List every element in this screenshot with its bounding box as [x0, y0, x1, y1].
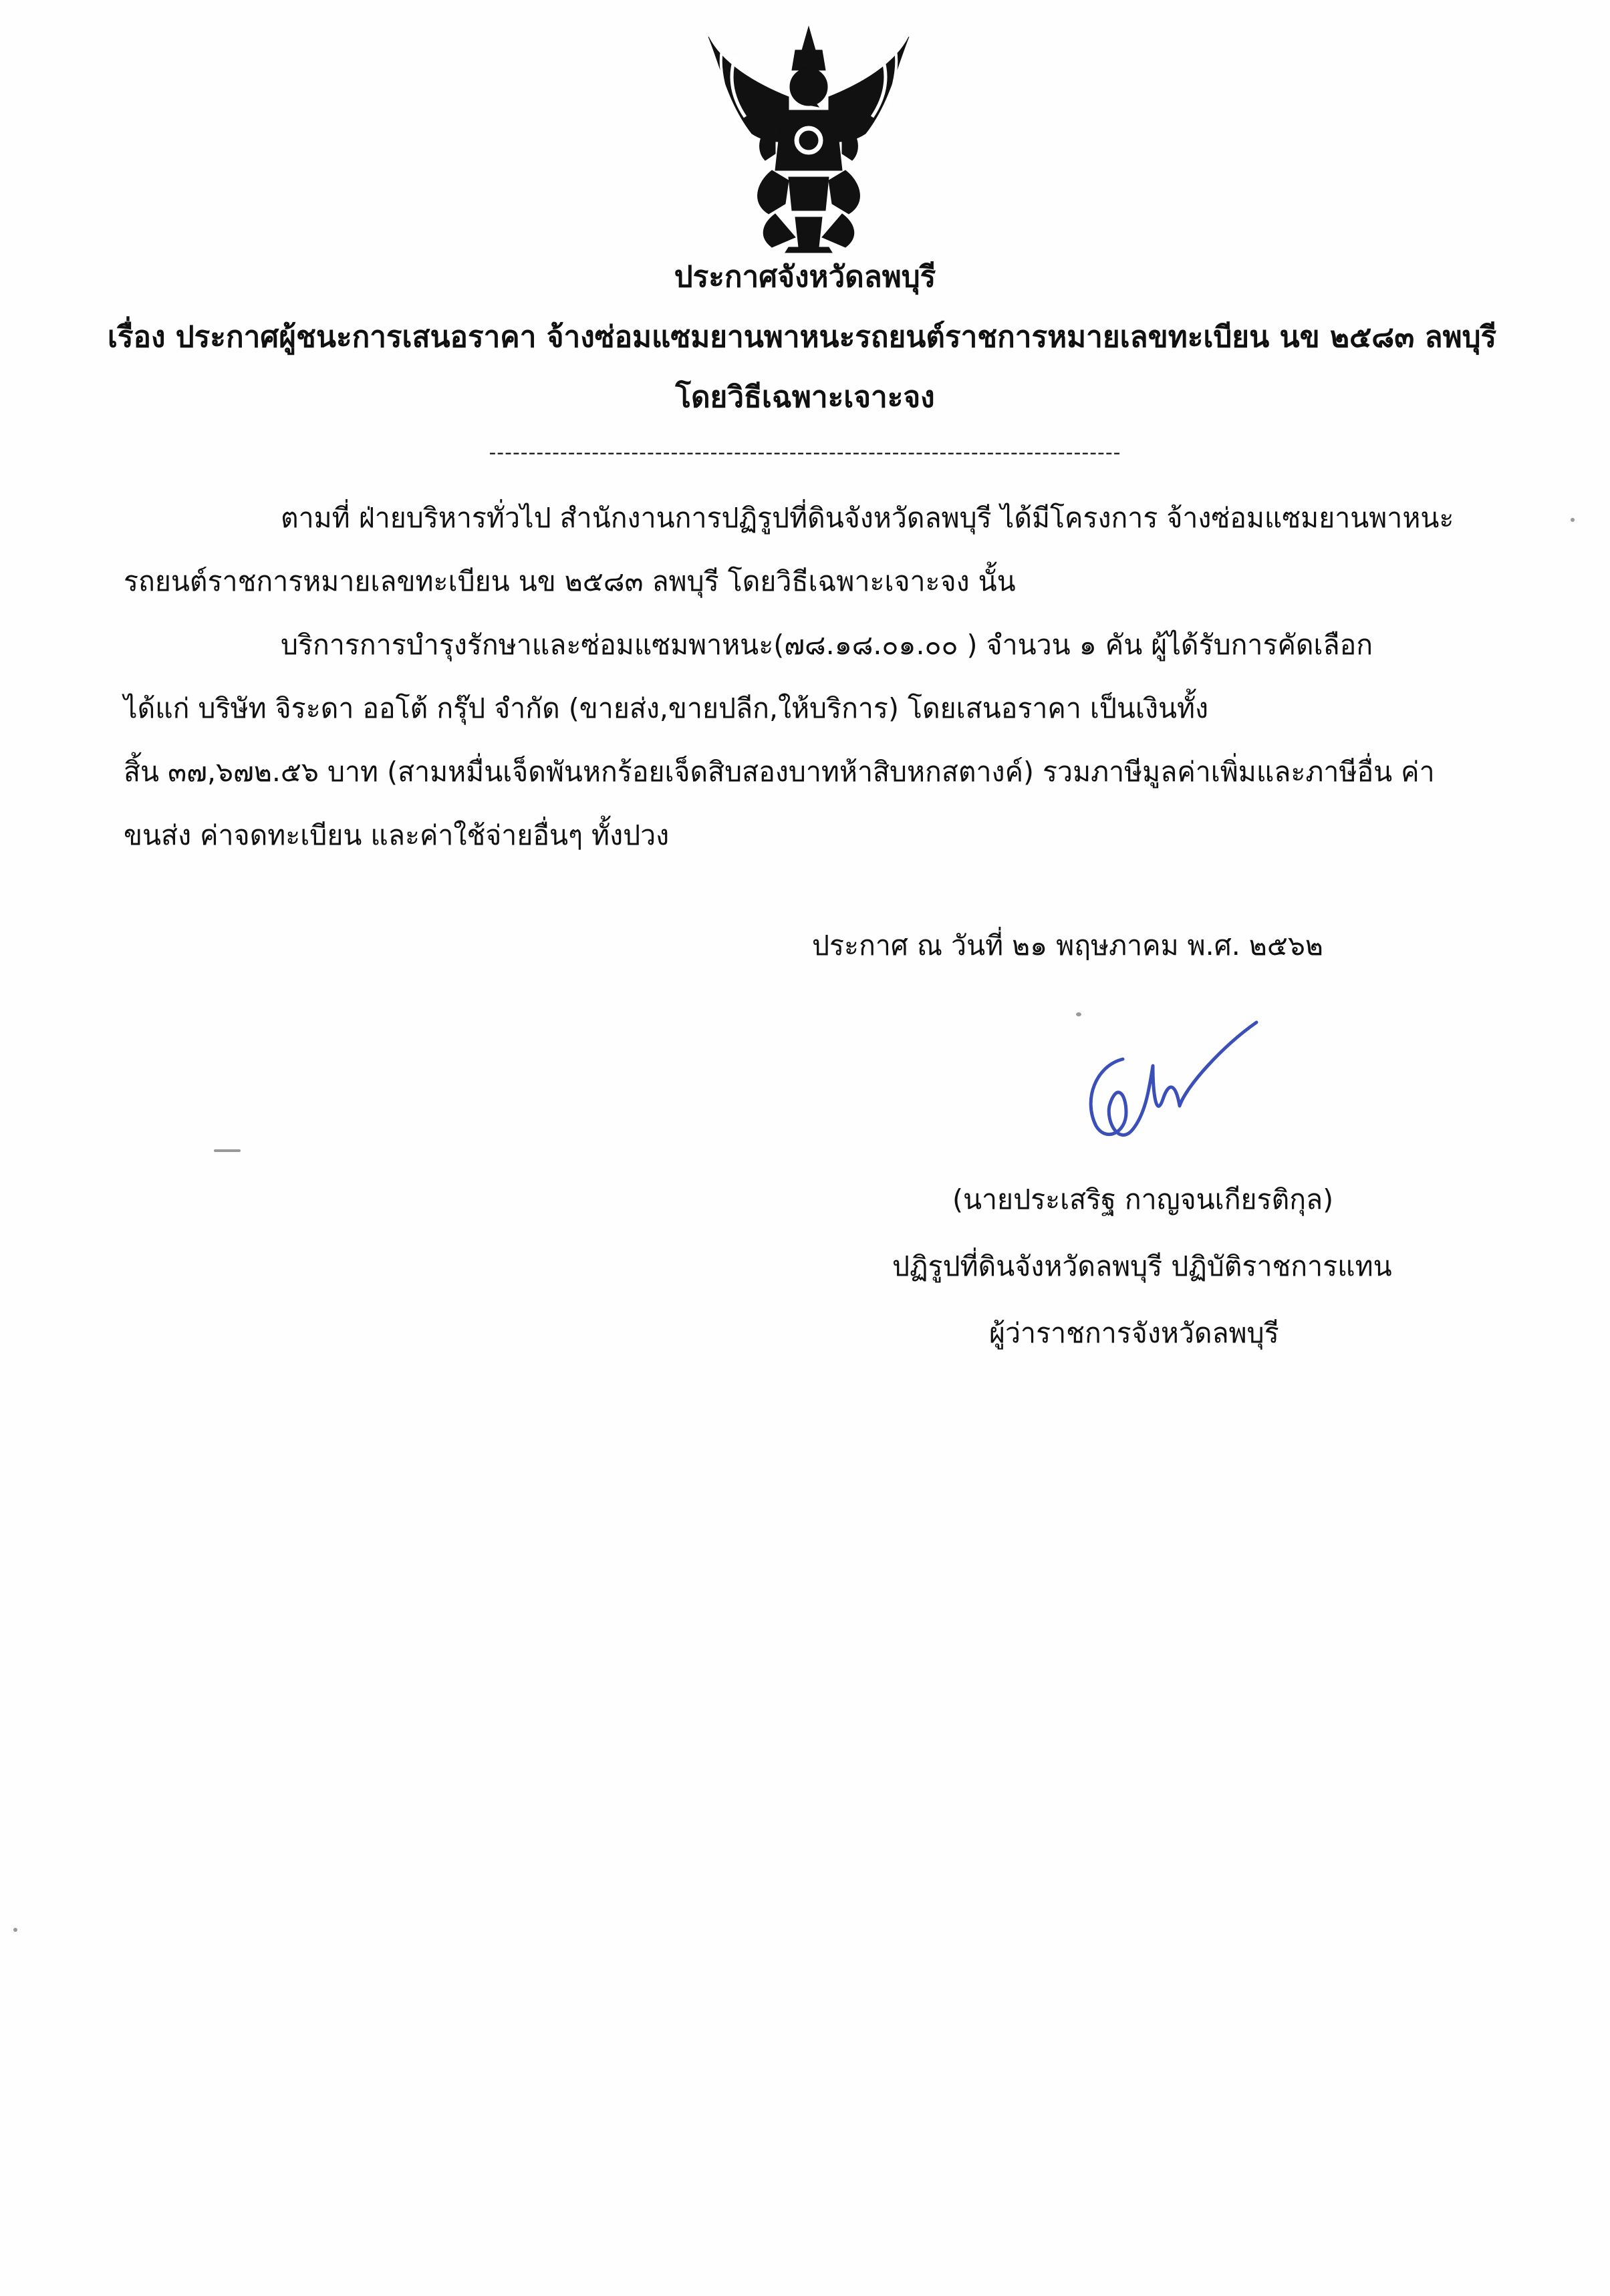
signatory-position-2: ผู้ว่าราชการจังหวัดลพบุรี [989, 1317, 1279, 1349]
signatory-name: (นายประเสริฐ กาญจนเกียรติกุล) [952, 1183, 1334, 1215]
procurement-method: โดยวิธีเฉพาะเจาะจง [675, 380, 935, 414]
body-line-2: รถยนต์ราชการหมายเลขทะเบียน นข ๒๕๘๓ ลพบุรี โดยวิธีเฉพาะเจาะจง นั้น [124, 565, 1016, 597]
garuda-emblem-icon [695, 23, 922, 254]
body-line-1: ตามที่ ฝ่ายบริหารทั่วไป สำนักงานการปฏิรูปที่ดินจังหวัดลพบุรี ได้มีโครงการ จ้างซ่อมแซมยานพาหนะ [281, 502, 1454, 534]
scan-speck [13, 1928, 17, 1932]
body-line-5: สิ้น ๓๗,๖๗๒.๕๖ บาท (สามหมื่นเจ็ดพันหกร้อยเจ็ดสิบสองบาทห้าสิบหกสตางค์) รวมภาษีมูลค่าเพิ่มและภาษีอื่น ค่า [124, 756, 1435, 788]
scan-speck [214, 1149, 241, 1152]
body-line-3: บริการการบำรุงรักษาและซ่อมแซมพาหนะ(๗๘.๑๘.๐๑.๐๐ ) จำนวน ๑ คัน ผู้ได้รับการคัดเลือก [281, 629, 1373, 661]
body-line-6: ขนส่ง ค่าจดทะเบียน และค่าใช้จ่ายอื่นๆ ทั้งปวง [124, 819, 670, 851]
divider-line: -------------------------------------------------------------------------------- [489, 441, 1121, 464]
signatory-position-1: ปฏิรูปที่ดินจังหวัดลพบุรี ปฏิบัติราชการแทน [892, 1250, 1392, 1282]
body-line-4: ได้แก่ บริษัท จิระดา ออโต้ กรุ๊ป จำกัด (ขายส่ง,ขายปลีก,ให้บริการ) โดยเสนอราคา เป็นเงินทั้ง [124, 692, 1209, 724]
scan-speck [1571, 518, 1575, 522]
announcement-subject: เรื่อง ประกาศผู้ชนะการเสนอราคา จ้างซ่อมแซมยานพาหนะรถยนต์ราชการหมายเลขทะเบียน นข ๒๕๘๓ ลพบุรี [107, 320, 1497, 354]
announcement-date: ประกาศ ณ วันที่ ๒๑ พฤษภาคม พ.ศ. ๒๕๖๒ [812, 929, 1323, 962]
announcement-title: ประกาศจังหวัดลพบุรี [674, 260, 936, 294]
scan-speck [1076, 1012, 1081, 1016]
signature [1069, 1012, 1270, 1159]
